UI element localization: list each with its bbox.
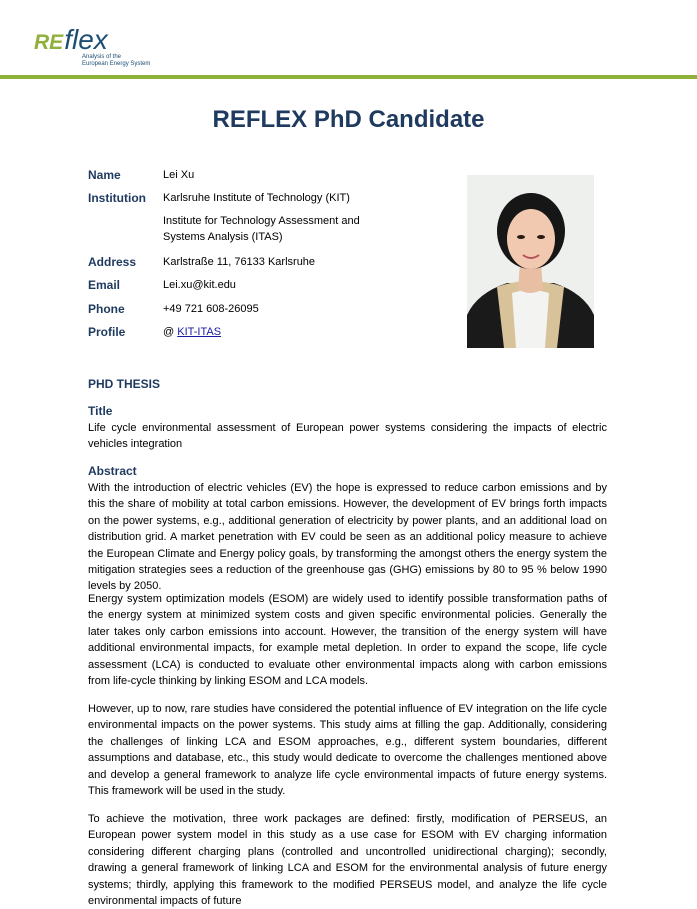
abstract-paragraph-4: To achieve the motivation, three work packages are defined: firstly, modification of PERSEUS, an European power system model in this study as a use case for ESOM with EV charging information considering different charging plans (controlled and uncontrolled unidirectional charging); secondly, drawing a general framework of linking LCA and ESOM for the environmental analysis of future energy systems; thirdly, applying this framework to the modified PERSEUS model, and analyze the life cycle environmental impacts of future [88,813,607,908]
page-title: REFLEX PhD Candidate [212,106,485,133]
phd-thesis-heading: PHD THESIS [88,377,161,391]
email-label: Email [88,278,121,292]
abstract-label: Abstract [88,464,137,478]
name-label: Name [88,168,121,182]
thesis-title-text: Life cycle environmental assessment of European power systems considering the impacts of electric vehicles integration [88,422,607,451]
thesis-title-label: Title [88,404,113,418]
address-value: Karlstraße 11, 76133 Karlsruhe [163,256,316,268]
institution-value-2: Institute for Technology Assessment and Systems Analysis (ITAS) [163,215,360,243]
logo-subtitle [82,54,150,67]
profile-label: Profile [88,325,126,339]
logo-subtitle-line2: European Energy System [82,60,151,67]
abstract-paragraph-2: Energy system optimization models (ESOM) are widely used to identify possible transformation paths of the energy system at minimized system costs and given specific environmental policies. Generally the later takes only carbon emissions into account. However, the transition of the energy system will have additional environmental impacts, for example metal depletion. In order to expand the scope, life cycle assessment (LCA) is conducted to evaluate other environmental impacts along with carbon emissions from life-cycle thinking by linking ESOM and LCA models. [88,593,607,688]
logo-flex-text: flex [64,24,108,55]
header-rule [0,75,697,79]
reflex-logo [34,24,151,67]
abstract-paragraph-3: However, up to now, rare studies have considered the potential influence of EV integration on the life cycle environmental impacts on the power systems. This study aims at filling the gap. Additionally, considering the challenges of linking LCA and ESOM approaches, e.g., different system boundaries, different assumptions and database, etc., this study would dedicate to overcome the challenges mentioned above and develop a general framework to analyze life cycle environmental impacts of future energy systems. This framework will be used in the study. [88,703,607,798]
logo-re-text: RE [34,31,64,54]
email-value: Lei.xu@kit.edu [163,279,236,291]
name-value: Lei Xu [163,169,195,181]
phone-label: Phone [88,302,125,316]
candidate-photo [467,175,594,348]
phone-value: +49 721 608-26095 [163,303,259,315]
profile-value [163,325,413,341]
institution-label: Institution [88,191,146,205]
address-label: Address [88,255,137,269]
abstract-paragraph-1: With the introduction of electric vehicles (EV) the hope is expressed to reduce carbon emissions and by this the share of mobility at total carbon emissions. However, the development of EV brings forth impacts on the power systems, e.g., additional generation of electricity by power plants, and an additional load on distribution grid. A market penetration with EV could be seen as an additional policy measure to achieve the European Climate and Energy policy goals, by transforming the amongst others the energy system the mitigation strategies sees a reduction of the greenhouse gas (GHG) emissions by 80 to 95 % below 1990 levels by 2050. [88,482,607,593]
logo-subtitle-line1: Analysis of the [82,54,122,60]
institution-value-1: Karlsruhe Institute of Technology (KIT) [163,192,350,204]
profile-prefix: @ [163,326,175,338]
profile-link[interactable]: KIT-ITAS [177,326,222,338]
